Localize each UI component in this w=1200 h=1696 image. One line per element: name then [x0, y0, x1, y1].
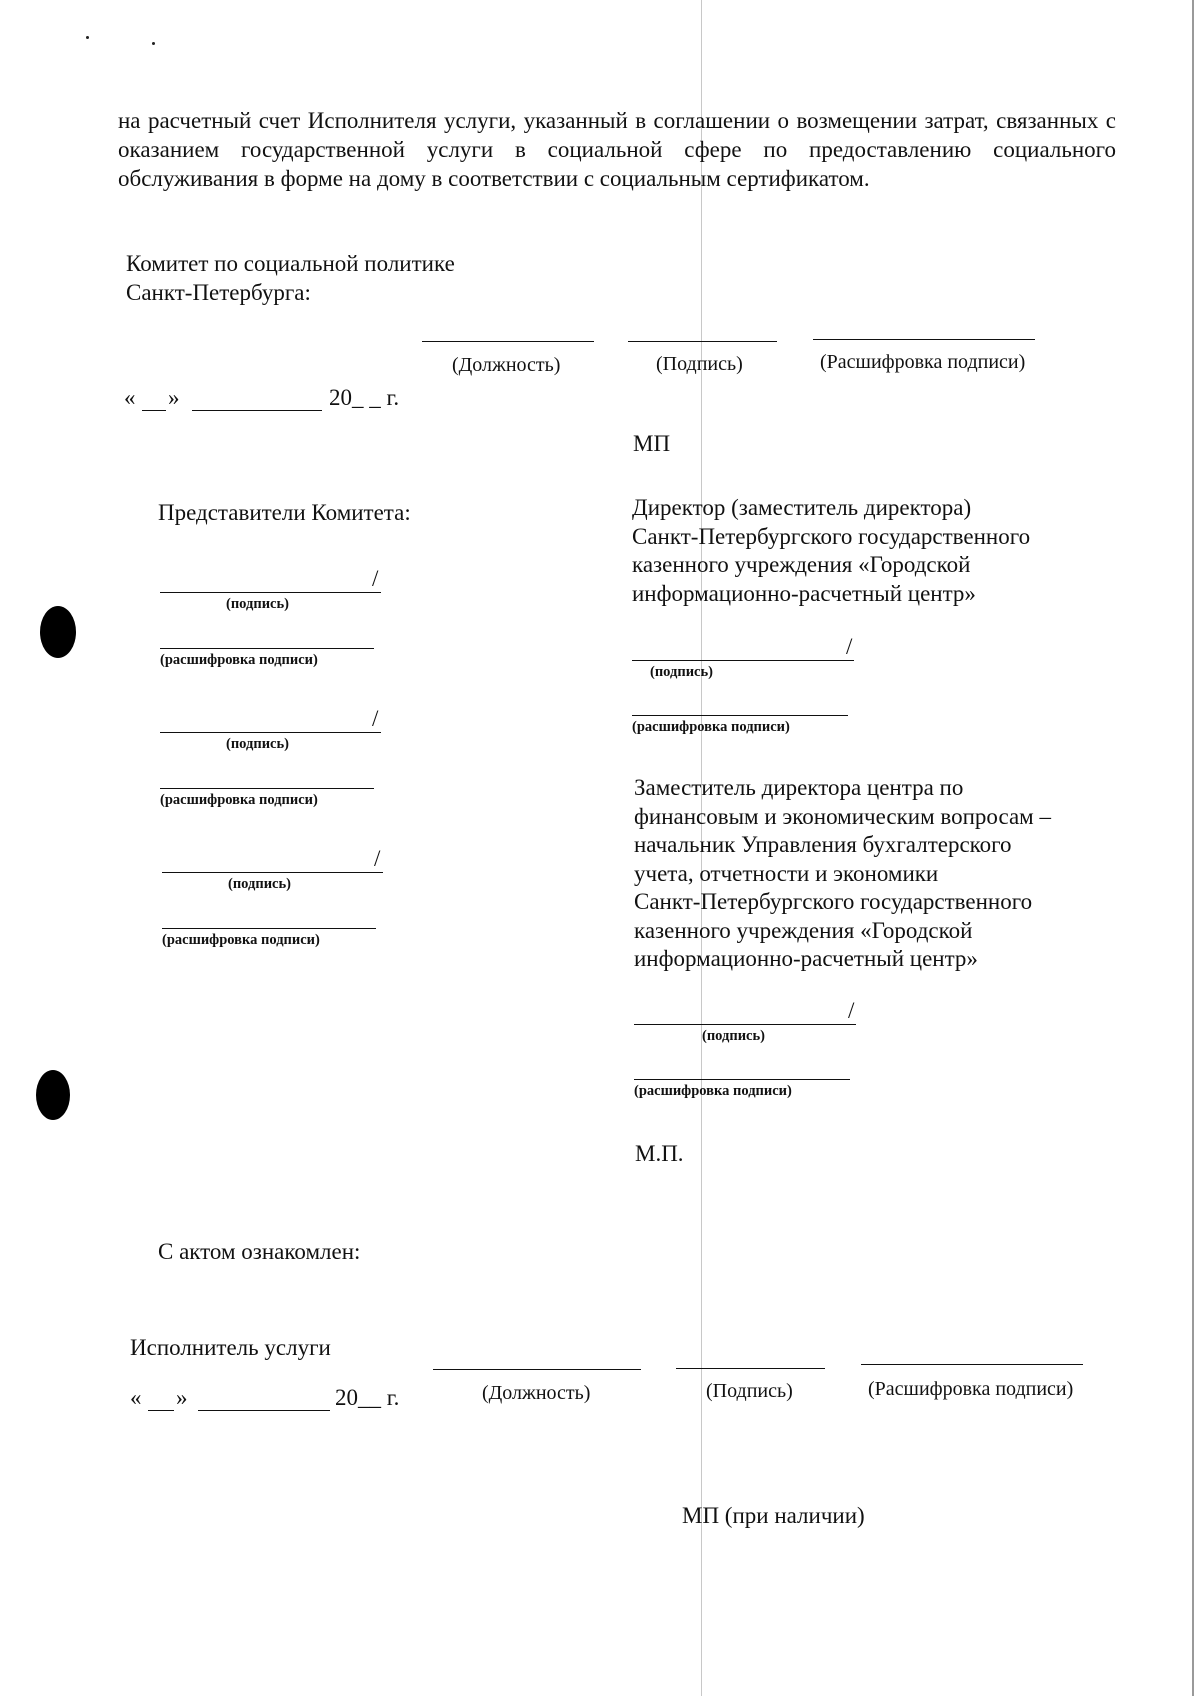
deputy-seal: М.П.	[635, 1141, 684, 1166]
committee-decoding-caption: (Расшифровка подписи)	[820, 351, 1026, 373]
scan-speck	[86, 36, 89, 39]
deputy-line-4: учета, отчетности и экономики	[634, 860, 939, 886]
signature-slash: /	[372, 706, 379, 731]
signature-caption: (подпись)	[702, 1028, 765, 1044]
deputy-line-6: казенного учреждения «Городской	[634, 917, 973, 943]
signature-line	[632, 660, 854, 661]
decoding-line	[160, 648, 374, 649]
executor-seal: МП (при наличии)	[682, 1503, 865, 1528]
decoding-line	[160, 788, 374, 789]
deputy-line-2: финансовым и экономическим вопросам –	[634, 803, 1051, 829]
signature-slash: /	[846, 634, 853, 659]
date-day-blank	[142, 410, 166, 411]
decoding-caption: (расшифровка подписи)	[632, 719, 790, 735]
representatives-title: Представители Комитета:	[158, 500, 411, 525]
committee-heading	[126, 250, 455, 307]
committee-position-line	[422, 341, 594, 342]
committee-decoding-line	[813, 339, 1035, 340]
date-year: 20__ г.	[335, 1385, 400, 1410]
date-month-blank	[192, 410, 322, 411]
signature-caption: (подпись)	[228, 876, 291, 892]
committee-signature-line	[628, 341, 777, 342]
executor-signature-line	[676, 1368, 825, 1369]
signature-slash: /	[374, 846, 381, 871]
committee-line-1: Комитет по социальной политике	[126, 251, 455, 276]
date-close-quote: »	[168, 385, 180, 410]
decoding-line	[634, 1079, 850, 1080]
director-heading	[632, 494, 1030, 608]
scan-speck	[152, 42, 155, 45]
signature-slash: /	[372, 566, 379, 591]
decoding-line	[632, 715, 848, 716]
decoding-caption: (расшифровка подписи)	[634, 1083, 792, 1099]
signature-caption: (подпись)	[226, 736, 289, 752]
deputy-line-1: Заместитель директора центра по	[634, 775, 964, 800]
date-day-blank	[148, 1410, 174, 1411]
punch-hole-mark	[36, 1070, 70, 1120]
signature-line	[162, 872, 383, 873]
date-close-quote: »	[176, 1385, 188, 1410]
signature-caption: (подпись)	[650, 664, 713, 680]
acknowledged-label: С актом ознакомлен:	[158, 1239, 361, 1264]
committee-position-caption: (Должность)	[452, 354, 561, 376]
director-line-3: казенного учреждения «Городской	[632, 552, 971, 577]
executor-decoding-caption: (Расшифровка подписи)	[868, 1378, 1074, 1400]
executor-label: Исполнитель услуги	[130, 1335, 331, 1360]
signature-caption: (подпись)	[226, 596, 289, 612]
date-open-quote: «	[130, 1385, 142, 1410]
director-line-2: Санкт-Петербургского государственного	[632, 523, 1031, 549]
committee-line-2: Санкт-Петербурга:	[126, 279, 311, 305]
intro-paragraph: на расчетный счет Исполнителя услуги, указанный в соглашении о возмещении затрат, связанных с оказанием государственной услуги в социальной сфере по предоставлению социального обслуживания в форме на дому в соответствии с социальным сертификатом.	[118, 108, 1116, 191]
date-month-blank	[198, 1410, 330, 1411]
decoding-line	[162, 928, 376, 929]
date-year: 20_ _ г.	[329, 385, 400, 410]
executor-position-caption: (Должность)	[482, 1382, 591, 1404]
deputy-line-7: информационно-расчетный центр»	[634, 946, 978, 971]
deputy-line-5: Санкт-Петербургского государственного	[634, 889, 1033, 914]
decoding-caption: (расшифровка подписи)	[160, 792, 318, 808]
deputy-heading	[634, 774, 1051, 974]
committee-signature-caption: (Подпись)	[656, 353, 743, 375]
executor-position-line	[433, 1369, 641, 1370]
signature-slash: /	[848, 998, 855, 1023]
decoding-caption: (расшифровка подписи)	[160, 652, 318, 668]
date-open-quote: «	[124, 385, 136, 410]
executor-decoding-line	[861, 1364, 1083, 1365]
signature-line	[160, 592, 381, 593]
director-line-1: Директор (заместитель директора)	[632, 495, 972, 520]
decoding-caption: (расшифровка подписи)	[162, 932, 320, 948]
executor-signature-caption: (Подпись)	[706, 1380, 793, 1402]
executor-date	[130, 1384, 430, 1414]
deputy-line-3: начальник Управления бухгалтерского	[634, 832, 1012, 857]
scan-page-edge	[1192, 0, 1194, 1696]
committee-seal: МП	[633, 431, 671, 456]
signature-line	[634, 1024, 856, 1025]
committee-date	[124, 384, 414, 414]
signature-line	[160, 732, 381, 733]
director-line-4: информационно-расчетный центр»	[632, 580, 976, 606]
punch-hole-mark	[40, 606, 76, 658]
